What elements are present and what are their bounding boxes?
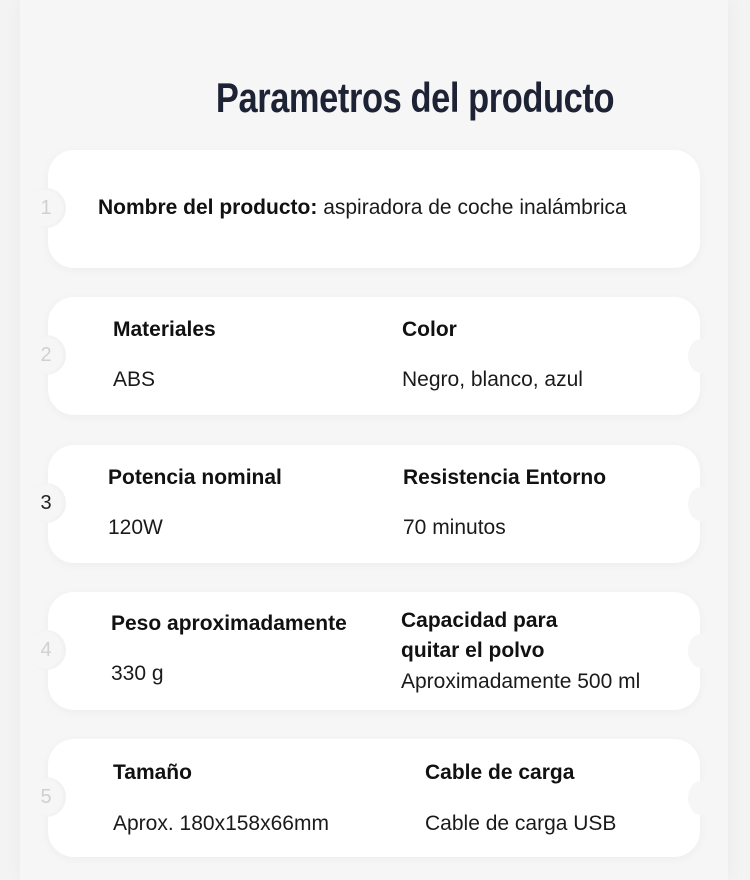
- dust-capacity-value: Aproximadamente 500 ml: [401, 670, 641, 693]
- weight-value: 330 g: [111, 662, 164, 685]
- charging-cable-label: Cable de carga: [425, 761, 575, 784]
- row-number: 2: [40, 344, 52, 366]
- rated-power-value: 120W: [108, 516, 163, 539]
- size-value: Aprox. 180x158x66mm: [113, 812, 329, 835]
- page-title: Parametros del producto: [215, 74, 615, 121]
- spec-card-1: [40, 150, 700, 268]
- row-number: 5: [40, 786, 52, 808]
- size-label: Tamaño: [113, 761, 192, 784]
- product-name-label: Nombre del producto:: [98, 196, 318, 219]
- product-name-row: [98, 196, 627, 220]
- materials-value: ABS: [113, 368, 156, 391]
- card-notch-right: [688, 781, 714, 815]
- card-notch-right: [688, 634, 714, 668]
- spec-card-2: [40, 297, 700, 415]
- row-number: 1: [40, 197, 52, 219]
- rated-power-label: Potencia nominal: [108, 466, 282, 489]
- dust-capacity-label-line2: quitar el polvo: [401, 639, 545, 662]
- spec-card-4: [40, 592, 700, 710]
- card-notch-right: [688, 339, 714, 373]
- card-notch-right: [688, 487, 714, 521]
- row-number: 3: [40, 492, 52, 514]
- product-name-value: aspiradora de coche inalámbrica: [323, 196, 627, 219]
- spec-card-5: [40, 739, 700, 857]
- spec-card-3: [40, 445, 700, 563]
- color-label: Color: [402, 318, 457, 341]
- endurance-label: Resistencia Entorno: [403, 466, 607, 489]
- color-value: Negro, blanco, azul: [402, 368, 583, 391]
- weight-label: Peso aproximadamente: [111, 612, 347, 635]
- row-number: 4: [40, 639, 52, 661]
- endurance-value: 70 minutos: [403, 516, 506, 539]
- materials-label: Materiales: [113, 318, 216, 341]
- dust-capacity-label-line1: Capacidad para: [401, 609, 558, 632]
- charging-cable-value: Cable de carga USB: [425, 812, 617, 835]
